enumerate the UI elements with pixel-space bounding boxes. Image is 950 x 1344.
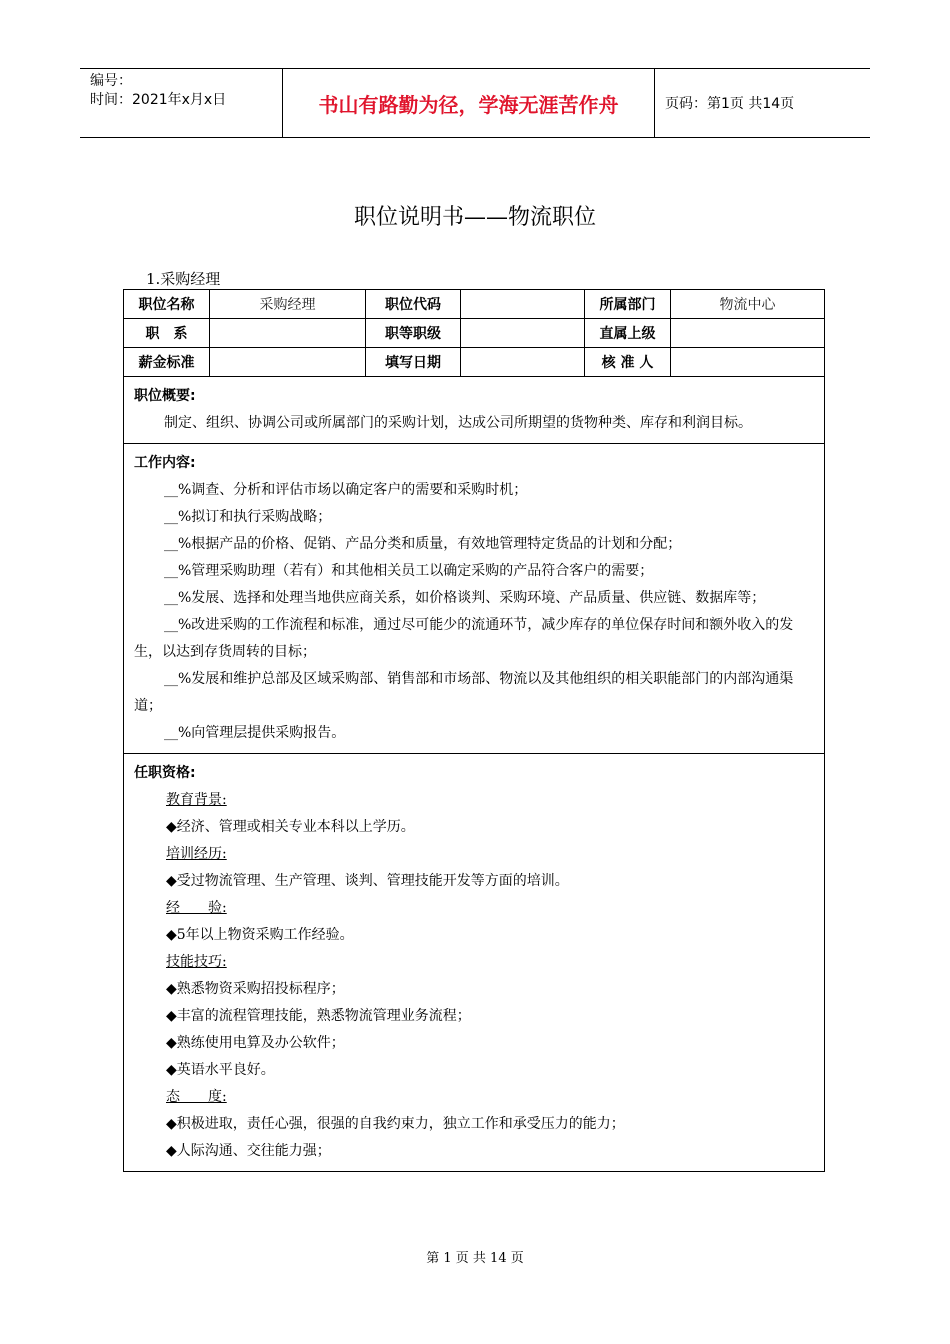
summary-text: 制定、组织、协调公司或所属部门的采购计划，达成公司所期望的货物种类、库存和利润目标。 [164,415,752,431]
attitude-item: ◆积极进取，责任心强，很强的自我约束力，独立工作和承受压力的能力； [166,1116,625,1132]
work-item: __%发展、选择和处理当地供应商关系，如价格谈判、采购环境、产品质量、供应链、数据库等； [164,590,766,606]
header-page-info: 页码：第1页 共14页 [665,96,795,112]
work-block [124,444,824,754]
info-label: 职位名称 [124,290,210,318]
info-value [461,348,585,376]
header-motto: 书山有路勤为径，学海无涯苦作舟 [283,69,655,137]
qualification-heading: 任职资格: [134,765,196,781]
work-item: __%拟订和执行采购战略； [164,509,332,525]
header-number: 编号： [90,73,132,89]
info-value [671,319,824,347]
work-item: __%根据产品的价格、促销、产品分类和质量，有效地管理特定货品的计划和分配； [164,536,682,552]
info-label: 职 系 [124,319,210,347]
work-item: __%管理采购助理（若有）和其他相关员工以确定采购的产品符合客户的需要； [164,563,654,579]
info-label: 核 准 人 [585,348,671,376]
page-header [80,68,870,138]
info-label: 填写日期 [366,348,461,376]
skill-item: ◆熟悉物资采购招投标程序； [166,981,345,997]
summary-block [124,377,824,444]
header-meta [80,69,283,137]
skill-item: ◆丰富的流程管理技能，熟悉物流管理业务流程； [166,1008,471,1024]
skills-label: 技能技巧: [166,954,227,970]
document-title: 职位说明书——物流职位 [353,205,596,230]
info-value [210,319,366,347]
section-title: 1.采购经理 [146,270,221,288]
experience-text: ◆5年以上物资采购工作经验。 [166,927,354,943]
info-label: 直属上级 [585,319,671,347]
info-value [671,348,824,376]
header-time: 时间：2021年x月x日 [90,92,227,108]
experience-label: 经 验: [166,900,227,916]
info-value [461,290,585,318]
info-row [124,319,824,348]
work-item: __%发展和维护总部及区域采购部、销售部和市场部、物流以及其他组织的相关职能部门的内部沟通渠道； [134,671,794,714]
education-label: 教育背景: [166,792,227,808]
info-value [210,348,366,376]
summary-heading: 职位概要: [134,388,196,404]
attitude-label: 态 度: [166,1089,227,1105]
work-item: __%改进采购的工作流程和标准，通过尽可能少的流通环节，减少库存的单位保存时间和额外收入的发生，以达到存货周转的目标； [134,617,794,660]
work-heading: 工作内容: [134,455,196,471]
training-text: ◆受过物流管理、生产管理、谈判、管理技能开发等方面的培训。 [166,873,569,889]
info-value [461,319,585,347]
attitude-item: ◆人际沟通、交往能力强； [166,1143,331,1159]
info-label: 薪金标准 [124,348,210,376]
job-description-table [123,289,825,1172]
training-label: 培训经历: [166,846,227,862]
qualification-block [124,754,824,1171]
work-item: __%调查、分析和评估市场以确定客户的需要和采购时机； [164,482,528,498]
skill-item: ◆英语水平良好。 [166,1062,275,1078]
info-value: 物流中心 [719,297,776,313]
education-text: ◆经济、管理或相关专业本科以上学历。 [166,819,415,835]
info-value: 采购经理 [210,290,366,318]
info-label: 职等职级 [366,319,461,347]
info-row [124,290,824,319]
info-label: 所属部门 [585,290,671,318]
skill-item: ◆熟练使用电算及办公软件； [166,1035,345,1051]
info-label: 职位代码 [366,290,461,318]
work-item: __%向管理层提供采购报告。 [164,725,346,741]
info-row [124,348,824,377]
page-footer: 第 1 页 共 14 页 [426,1251,524,1266]
